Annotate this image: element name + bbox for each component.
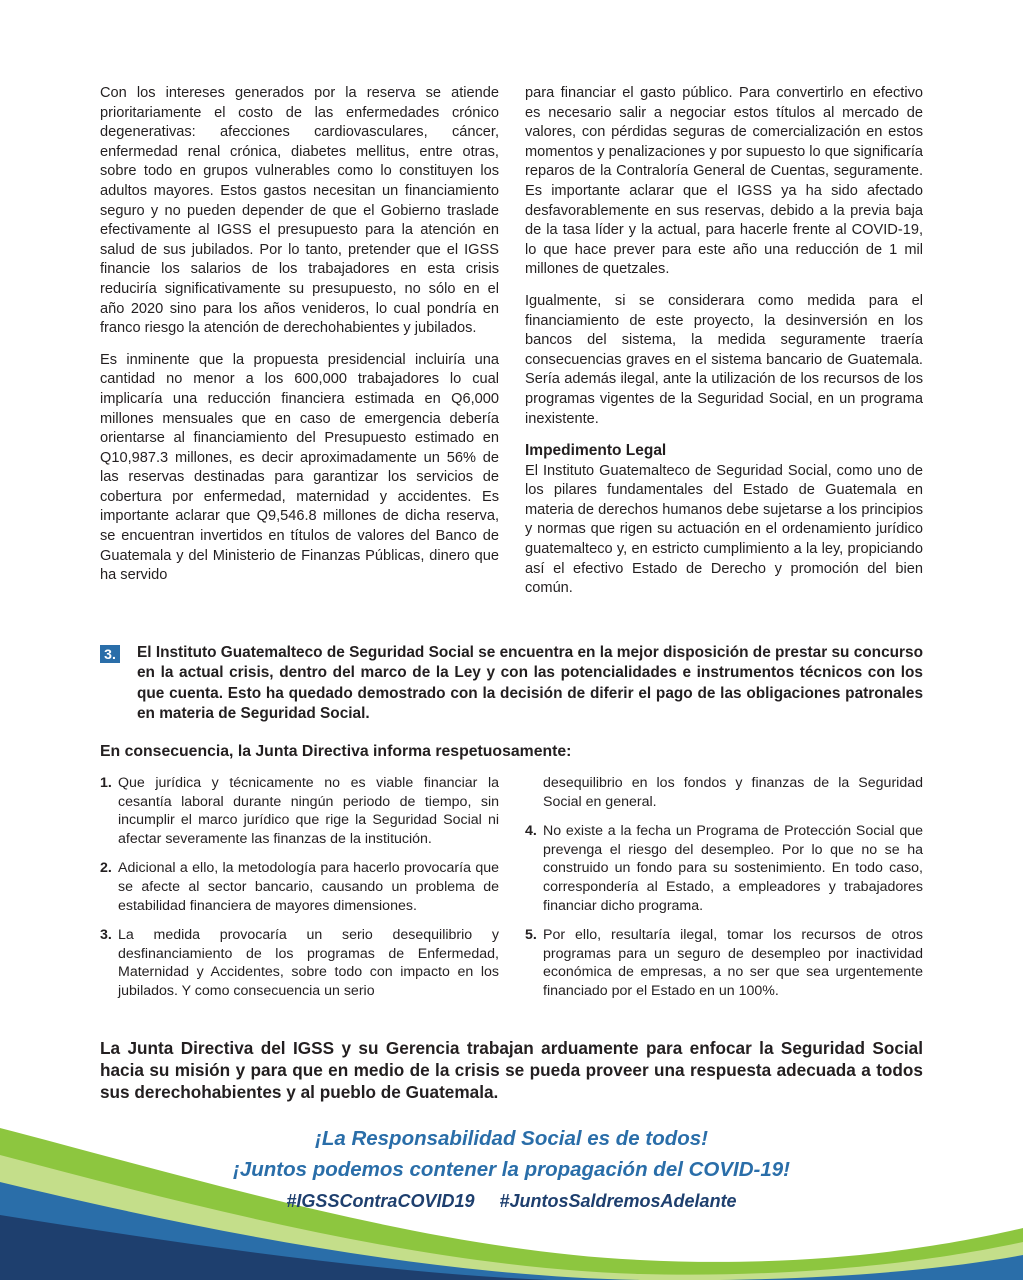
list-number: 2.	[100, 860, 112, 877]
conclusion-heading: En consecuencia, la Junta Directiva informa respetuosamente:	[100, 743, 572, 760]
list-item	[100, 774, 499, 848]
list-number: 5.	[525, 927, 537, 944]
list-text: Por ello, resultaría ilegal, tomar los recursos de otros programas para un seguro de desempleo por inactividad económica de empresas, a no ser que sea urgentemente financiado por el Estado en un 100%.	[543, 927, 923, 999]
slogan-covid: ¡Juntos podemos contener la propagación del COVID-19!	[233, 1158, 790, 1181]
list-text: Que jurídica y técnicamente no es viable financiar la cesantía laboral durante ningún periodo de tiempo, sin incumplir el marco jurídico que rige la Seguridad Social ni afectar severamente las finanzas de la institución.	[118, 775, 499, 847]
point-text: El Instituto Guatemalteco de Seguridad Social se encuentra en la mejor disposición de prestar su concurso en la actual crisis, dentro del marco de la Ley y con las potencialidades e instrumentos técnicos con los que cuenta. Esto ha quedado demostrado con la decisión de diferir el pago de las obligaciones patronales en materia de Seguridad Social.	[137, 644, 923, 723]
list-number: 1.	[100, 775, 112, 791]
paragraph: Es inminente que la propuesta presidencial incluiría una cantidad no menor a los 600,000 trabajadores lo cual implicaría una reducción financiera estimada en Q6,000 millones mensuales que en caso de emergencia debería orientarse al financiamiento del Presupuesto estimado en Q10,987.3 millones, es decir aproximadamente un 56% de las reservas destinadas para garantizar los servicios de cobertura por enfermedad, maternidad y accidentes. Es importante aclarar que Q9,546.8 millones de dicha reserva, se encuentran invertidos en títulos de valores del Banco de Guatemala y del Ministerio de Finanzas Públicas, dinero que ha servido	[100, 351, 499, 584]
paragraph: para financiar el gasto público. Para convertirlo en efectivo es necesario salir a negociar estos títulos al mercado de valores, con pérdidas seguras de comercialización en estos momentos y penalizaciones y por supuesto lo que significaría reparos de la Contraloría General de Cuentas, seguramente. Es importante aclarar que el IGSS ya ha sido afectado desfavorablemente en sus reservas, debido a la previa baja de la tasa líder y la actual, para hacerle frente al COVID-19, lo que hace prever para este año una reducción de 1 mil millones de quetzales.	[525, 85, 923, 278]
slogan-responsabilidad: ¡La Responsabilidad Social es de todos!	[315, 1127, 708, 1150]
list-item	[525, 822, 923, 915]
list-number: 3.	[100, 927, 112, 944]
list-item	[525, 926, 923, 1000]
paragraph: Igualmente, si se considerara como medida para el financiamiento de este proyecto, la desinversión en los bancos del sistema, la medida seguramente traería consecuencias graves en el sistema bancario de Guatemala. Sería además ilegal, ante la utilización de los recursos de los programas vigentes de la Seguridad Social, en un programa inexistente.	[525, 292, 923, 427]
left-text-column	[100, 84, 499, 598]
paragraph: Con los intereses generados por la reserva se atiende prioritariamente el costo de las enfermedades crónico degenerativas: afecciones cardiovasculares, cáncer, enfermedad renal crónica, diabetes mellitus, entre otras, sobre todo en grupos vulnerables como lo constituyen los adultos mayores. Estos gastos necesitan un financiamiento seguro y no pueden depender de que el Gobierno traslade efectivamente al IGSS el presupuesto para la atención en salud de sus jubilados. Por lo tanto, pretender que el IGSS financie los salarios de los trabajadores en esta crisis reduciría significativamente su presupuesto, no sólo en el año 2020 sino para los años venideros, lo cual pondría en franco riesgo la atención de derechohabientes y jubilados.	[100, 85, 499, 337]
list-item	[100, 859, 499, 915]
section-subheading: Impedimento Legal	[525, 442, 667, 460]
conclusion-list-left	[100, 774, 499, 1012]
hashtag: #IGSSContraCOVID19	[286, 1191, 475, 1211]
conclusion-list-right	[525, 774, 923, 1012]
closing-statement: La Junta Directiva del IGSS y su Gerencia trabajan arduamente para enfocar la Seguridad Social hacia su misión y para que en medio de la crisis se pueda proveer una respuesta adecuada a todos sus derechohabientes y al pueblo de Guatemala.	[100, 1038, 923, 1102]
hashtags	[0, 1191, 1023, 1212]
list-number: 4.	[525, 823, 537, 840]
list-text: No existe a la fecha un Programa de Protección Social que prevenga el riesgo del desempleo. Por lo que no se ha construido un fondo para su sostenimiento. En todo caso, correspondería al Estado, a empleadores y trabajadores financiar dicho programa.	[543, 823, 923, 914]
list-text: La medida provocaría un serio desequilibrio y desfinanciamiento de los programas de Enfermedad, Maternidad y Accidentes, sobre todo con impacto en los jubilados. Y como consecuencia un serio	[118, 927, 499, 999]
numbered-point-3	[100, 643, 923, 725]
point-number-badge: 3.	[100, 645, 120, 663]
right-text-column	[525, 84, 923, 611]
list-item	[100, 926, 499, 1000]
list-item-continuation: desequilibrio en los fondos y finanzas de la Seguridad Social en general.	[543, 775, 923, 810]
hashtag: #JuntosSaldremosAdelante	[499, 1191, 737, 1211]
paragraph: El Instituto Guatemalteco de Seguridad Social, como uno de los pilares fundamentales del Estado de Guatemala en materia de derechos humanos debe sujetarse a los principios y normas que rigen su actuación en el ordenamiento jurídico guatemalteco y, en estricto cumplimiento a la ley, propiciando así el efectivo Estado de Derecho y promoción del bien común.	[525, 462, 923, 597]
list-text: Adicional a ello, la metodología para hacerlo provocaría que se afecte al sector bancario, causando un problema de estabilidad financiera de mayores dimensiones.	[118, 860, 499, 914]
